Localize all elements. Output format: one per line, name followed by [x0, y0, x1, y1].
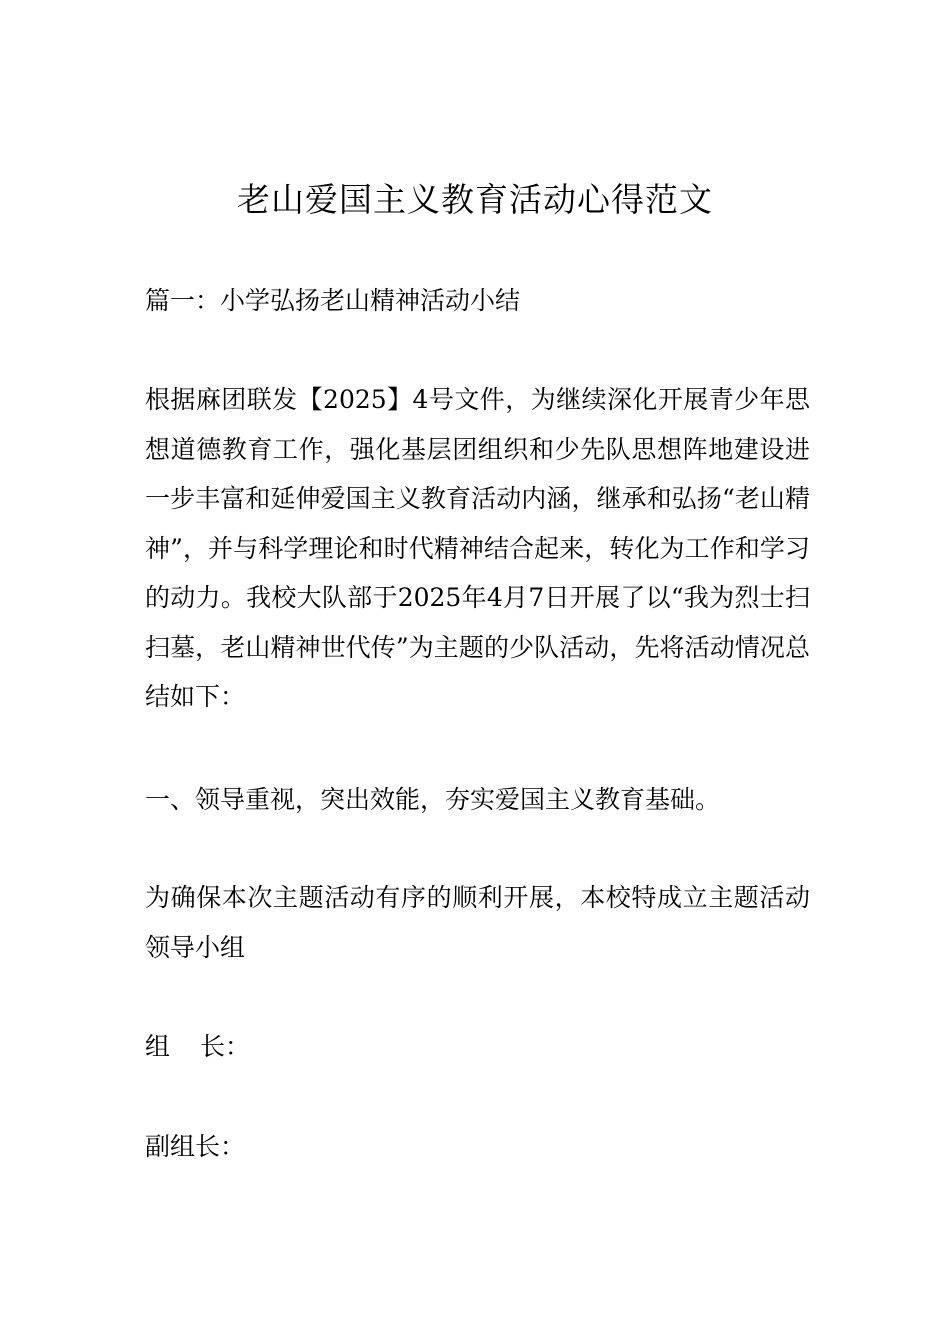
group-leader-label-part2: 长： [200, 1032, 251, 1061]
section-heading-one: 一、领导重视，突出效能，夯实爱国主义教育基础。 [145, 785, 721, 814]
intro-paragraph: 根据麻团联发【2025】4号文件，为继续深化开展青少年思想道德教育工作，强化基层团组织和少先队思想阵地建设进一步丰富和延伸爱国主义教育活动内涵，继承和弘扬“老山精神”，并与科学理论和时代精神结合起来，转化为工作和学习的动力。我校大队部于2025年4月7日开展了以“我为烈士扫扫墓，老山精神世代传”为主题的少队活动，先将活动情况总结如下： [145, 385, 810, 711]
deputy-leader-label: 副组长： [145, 1132, 246, 1161]
group-leader-line [145, 1022, 810, 1072]
group-leader-label-part1: 组 [145, 1032, 171, 1061]
section-title: 篇一：小学弘扬老山精神活动小结 [145, 286, 521, 315]
leadership-group-paragraph: 为确保本次主题活动有序的顺利开展，本校特成立主题活动领导小组 [145, 883, 810, 962]
document-title: 老山爱国主义教育活动心得范文 [237, 180, 713, 219]
